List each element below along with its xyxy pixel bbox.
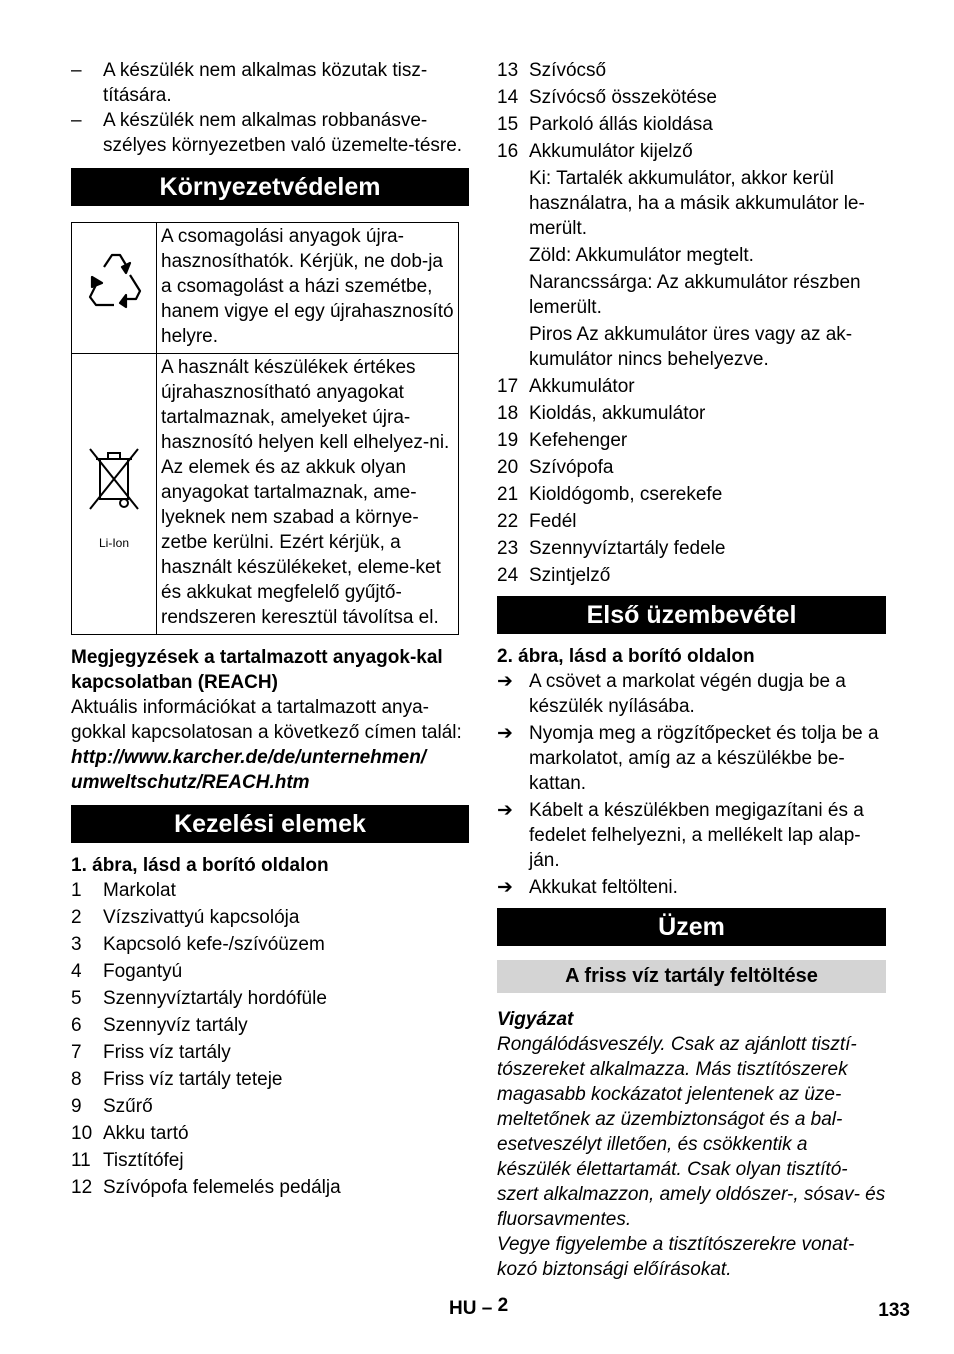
recycle-icon bbox=[72, 223, 157, 354]
numbered-list-item bbox=[71, 1121, 469, 1146]
item-text: Akkumulátor bbox=[529, 376, 635, 397]
numbered-list-item bbox=[71, 959, 469, 984]
parts-list-a bbox=[497, 58, 886, 164]
environment-row-disposal bbox=[72, 354, 459, 635]
item-number: 6 bbox=[71, 1015, 82, 1036]
subsection-title-fill: A friss víz tartály feltöltése bbox=[497, 960, 886, 993]
item-number: 15 bbox=[497, 114, 519, 135]
dash-mark: – bbox=[71, 60, 82, 81]
numbered-list-item bbox=[71, 1148, 469, 1173]
parts-list-b bbox=[497, 374, 886, 588]
item-text: Kioldógomb, cserekefe bbox=[529, 484, 723, 505]
section-title-operation: Üzem bbox=[497, 908, 886, 946]
item-text: Szennyvíz tartály bbox=[103, 1015, 248, 1036]
instruction-step bbox=[497, 669, 886, 719]
item-text: Szennyvíztartály hordófüle bbox=[103, 988, 327, 1009]
numbered-list-item bbox=[497, 139, 886, 164]
item-text: Tisztítófej bbox=[103, 1150, 184, 1171]
controls-subheading: 1. ábra, lásd a borító oldalon bbox=[71, 855, 329, 876]
arrow-icon: ➔ bbox=[497, 723, 513, 744]
dash-list-item bbox=[71, 108, 469, 158]
numbered-list-item bbox=[497, 58, 886, 83]
item-number: 14 bbox=[497, 87, 519, 108]
numbered-list-item bbox=[71, 1175, 469, 1200]
arrow-icon: ➔ bbox=[497, 877, 513, 898]
item-number: 17 bbox=[497, 376, 519, 397]
numbered-list-item bbox=[497, 536, 886, 561]
numbered-list-item bbox=[71, 1094, 469, 1119]
item-number: 8 bbox=[71, 1069, 82, 1090]
item-text: Akkumulátor kijelző bbox=[529, 141, 693, 162]
numbered-list-item bbox=[71, 932, 469, 957]
intro-list bbox=[71, 58, 469, 158]
item-number: 4 bbox=[71, 961, 82, 982]
section-title-environment: Környezetvédelem bbox=[71, 168, 469, 206]
numbered-list-item bbox=[71, 878, 469, 903]
instruction-step bbox=[497, 798, 886, 873]
item-text: Kapcsoló kefe-/szívóüzem bbox=[103, 934, 325, 955]
numbered-list-item bbox=[497, 482, 886, 507]
caution-text: Rongálódásveszély. Csak az ajánlott tisztí-tószereket alkalmazza. Más tisztítószerek magasabb kockázatot jelentenek az üze-meltetőnek az üzembiztonságot és a bal-esetveszélyt illetően, és csökkentik a készülék élettartamát. Csak olyan tisztító-szert alkalmazzon, amely oldószer-, sósav- és fluorsavmentes. bbox=[497, 1034, 886, 1230]
arrow-icon: ➔ bbox=[497, 671, 513, 692]
item-text: Markolat bbox=[103, 880, 176, 901]
numbered-list-item bbox=[497, 428, 886, 453]
battery-note: Ki: Tartalék akkumulátor, akkor kerül használatra, ha a másik akkumulátor le-merült. bbox=[529, 168, 865, 239]
environment-table bbox=[71, 222, 459, 635]
numbered-list-item bbox=[71, 986, 469, 1011]
item-number: 9 bbox=[71, 1096, 82, 1117]
li-ion-label: Li-Ion bbox=[98, 535, 130, 550]
item-text: Szívópofa bbox=[529, 457, 614, 478]
environment-text-recycling: A csomagolási anyagok újra-hasznosíthatók. Kérjük, ne dob-ja a csomagolást a házi szemétbe, hanem vigye el egy újrahasznosító helyre. bbox=[157, 223, 459, 354]
item-text: Vízszivattyú kapcsolója bbox=[103, 907, 300, 928]
item-number: 12 bbox=[71, 1177, 93, 1198]
item-number: 1 bbox=[71, 880, 82, 901]
item-number: 10 bbox=[71, 1123, 93, 1144]
caution-text-2: Vegye figyelembe a tisztítószerekre vonat-kozó biztonsági előírásokat. bbox=[497, 1234, 855, 1280]
numbered-list-item bbox=[71, 1013, 469, 1038]
item-number: 2 bbox=[71, 907, 82, 928]
item-text: Fedél bbox=[529, 511, 577, 532]
dash-mark: – bbox=[71, 110, 82, 131]
arrow-icon: ➔ bbox=[497, 800, 513, 821]
numbered-list-item bbox=[497, 401, 886, 426]
item-number: 13 bbox=[497, 60, 519, 81]
item-text: Szívócső bbox=[529, 60, 607, 81]
item-text: Akku tartó bbox=[103, 1123, 189, 1144]
item-number: 22 bbox=[497, 511, 519, 532]
battery-note: Piros Az akkumulátor üres vagy az ak-kumulátor nincs behelyezve. bbox=[529, 324, 853, 370]
first-use-subheading: 2. ábra, lásd a borító oldalon bbox=[497, 646, 755, 667]
battery-indicator-notes bbox=[497, 166, 886, 372]
footer-sep: – bbox=[481, 1298, 493, 1319]
left-column bbox=[71, 58, 469, 1202]
step-text: A csövet a markolat végén dugja be a készülék nyílásába. bbox=[529, 671, 846, 717]
numbered-list-item bbox=[497, 455, 886, 480]
environment-text-disposal: A használt készülékek értékes újrahasznosítható anyagokat tartalmaznak, amelyeket újra-hasznosító helyen kell elhelyez-ni. Az elemek és az akkuk olyan anyagokat tartalmaznak, ame-lyeknek nem szabad a környe-zetbe kerülni. Ezért kérjük, a használt készülékeket, eleme-ket és akkukat megfelelő gyűjtő-rendszeren keresztül távolítsa el. bbox=[157, 354, 459, 635]
item-number: 3 bbox=[71, 934, 82, 955]
item-text: Szívócső összekötése bbox=[529, 87, 717, 108]
numbered-list-item bbox=[71, 1067, 469, 1092]
first-use-steps bbox=[497, 669, 886, 900]
item-text: Szívópofa felemelés pedálja bbox=[103, 1177, 341, 1198]
reach-heading: Megjegyzések a tartalmazott anyagok-kal kapcsolatban (REACH) bbox=[71, 647, 443, 693]
item-number: 24 bbox=[497, 565, 519, 586]
item-number: 11 bbox=[71, 1150, 91, 1171]
footer-lang: HU bbox=[449, 1298, 477, 1319]
reach-text: Aktuális információkat a tartalmazott anya-gokkal kapcsolatosan a következő címen talál: bbox=[71, 697, 462, 743]
item-number: 18 bbox=[497, 403, 519, 424]
instruction-step bbox=[497, 721, 886, 796]
battery-note: Narancssárga: Az akkumulátor részben lemerült. bbox=[529, 272, 861, 318]
controls-list bbox=[71, 878, 469, 1200]
item-number: 19 bbox=[497, 430, 519, 451]
weee-bin-icon bbox=[72, 354, 157, 635]
footer-local-page: 2 bbox=[497, 1295, 509, 1316]
step-text: Nyomja meg a rögzítőpecket és tolja be a markolatot, amíg az a készülékbe be-kattan. bbox=[529, 723, 879, 794]
section-title-controls: Kezelési elemek bbox=[71, 805, 469, 843]
item-text: Szennyvíztartály fedele bbox=[529, 538, 726, 559]
numbered-list-item bbox=[71, 1040, 469, 1065]
item-text: Fogantyú bbox=[103, 961, 183, 982]
item-number: 21 bbox=[497, 484, 519, 505]
item-number: 7 bbox=[71, 1042, 82, 1063]
dash-item-text: A készülék nem alkalmas közutak tisz-títására. bbox=[103, 60, 428, 106]
numbered-list-item bbox=[497, 112, 886, 137]
dash-item-text: A készülék nem alkalmas robbanásve-szélyes környezetben való üzemelte-tésre. bbox=[103, 110, 463, 156]
item-text: Kioldás, akkumulátor bbox=[529, 403, 706, 424]
battery-note: Zöld: Akkumulátor megtelt. bbox=[529, 245, 754, 266]
numbered-list-item bbox=[497, 563, 886, 588]
environment-row-recycling bbox=[72, 223, 459, 354]
item-number: 16 bbox=[497, 141, 519, 162]
instruction-step bbox=[497, 875, 886, 900]
item-number: 5 bbox=[71, 988, 82, 1009]
reach-link[interactable]: http://www.karcher.de/de/unternehmen/ umweltschutz/REACH.htm bbox=[71, 747, 427, 793]
numbered-list-item bbox=[497, 85, 886, 110]
item-text: Parkoló állás kioldása bbox=[529, 114, 713, 135]
item-text: Friss víz tartály teteje bbox=[103, 1069, 283, 1090]
step-text: Kábelt a készülékben megigazítani és a fedelet felhelyezni, a mellékelt lap alap-ján. bbox=[529, 800, 864, 871]
section-title-first-use: Első üzembevétel bbox=[497, 596, 886, 634]
page-number: 133 bbox=[878, 1300, 910, 1321]
numbered-list-item bbox=[71, 905, 469, 930]
numbered-list-item bbox=[497, 374, 886, 399]
step-text: Akkukat feltölteni. bbox=[529, 877, 678, 898]
item-number: 20 bbox=[497, 457, 519, 478]
footer-language-page bbox=[449, 1296, 508, 1321]
dash-list-item bbox=[71, 58, 469, 108]
right-column bbox=[497, 58, 886, 1282]
caution-label: Vigyázat bbox=[497, 1009, 574, 1030]
item-text: Friss víz tartály bbox=[103, 1042, 231, 1063]
item-text: Kefehenger bbox=[529, 430, 628, 451]
item-text: Szintjelző bbox=[529, 565, 611, 586]
item-number: 23 bbox=[497, 538, 519, 559]
numbered-list-item bbox=[497, 509, 886, 534]
item-text: Szűrő bbox=[103, 1096, 153, 1117]
